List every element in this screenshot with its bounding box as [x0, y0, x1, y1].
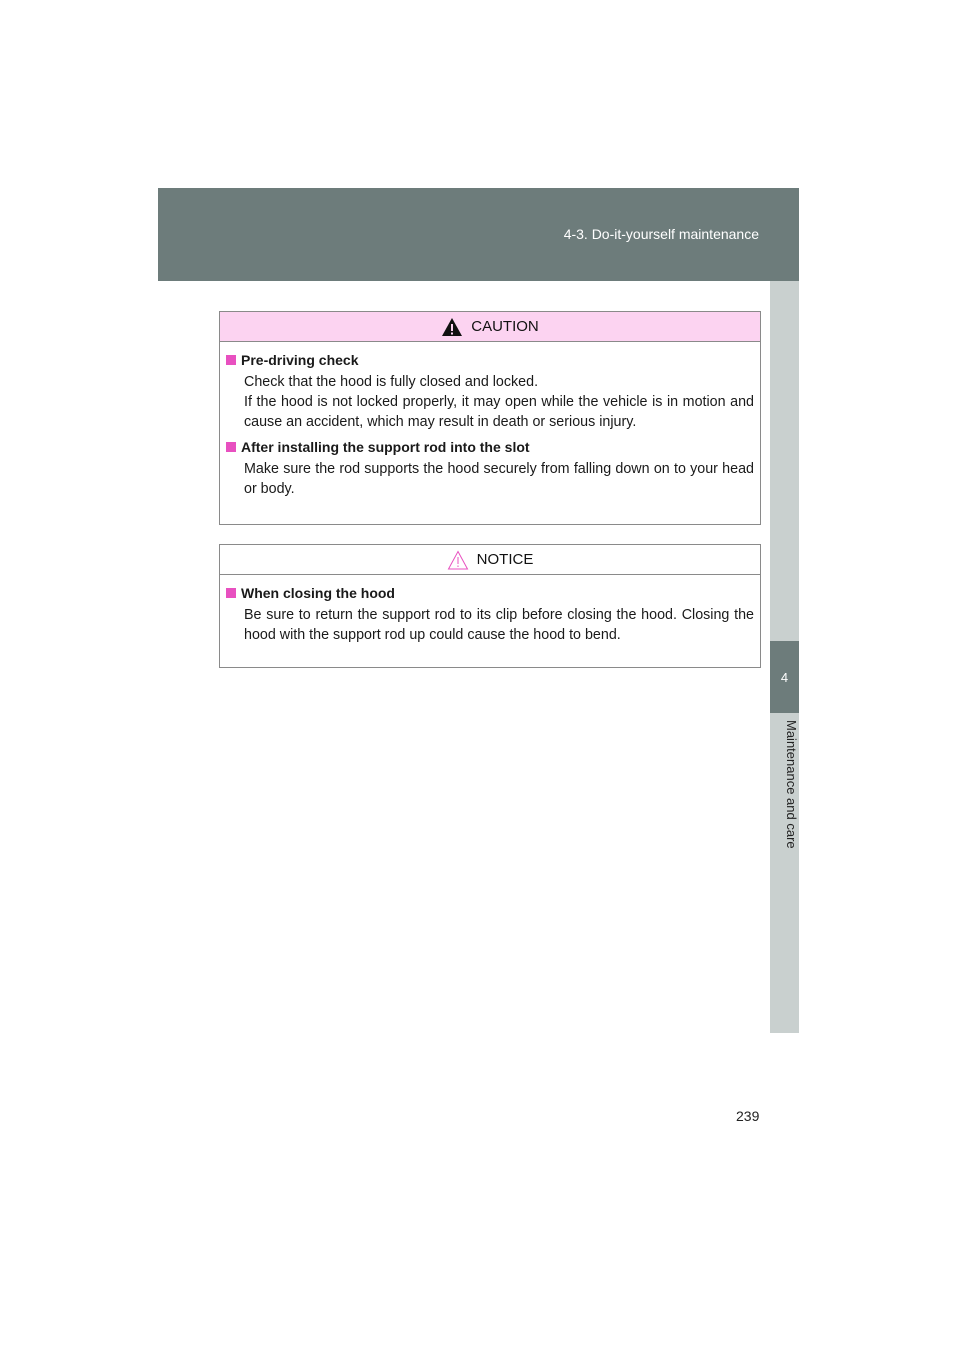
caution-item-heading: Pre-driving check: [226, 352, 754, 368]
chapter-label: Maintenance and care: [784, 720, 799, 849]
page-number: 239: [736, 1108, 760, 1124]
section-title: 4-3. Do-it-yourself maintenance: [563, 226, 759, 242]
square-bullet-icon: [226, 355, 236, 365]
caution-header: [220, 312, 760, 342]
notice-item-heading: When closing the hood: [226, 585, 754, 601]
warning-triangle-outline-icon: [447, 550, 469, 570]
notice-item-text: Be sure to return the support rod to its clip before closing the hood. Closing the hood with the support rod up could cause the hood to bend.: [244, 607, 754, 643]
notice-box: [219, 544, 761, 668]
side-tab-upper: [770, 281, 799, 641]
caution-item-text: Check that the hood is fully closed and locked. If the hood is not locked properly, it may open while the vehicle is in motion and cause an accident, which may result in death or serious injury.: [244, 374, 754, 430]
square-bullet-icon: [226, 588, 236, 598]
square-bullet-icon: [226, 442, 236, 452]
chapter-number: 4: [770, 641, 799, 713]
notice-title: NOTICE: [476, 551, 534, 568]
header-band: [158, 188, 799, 281]
notice-header: [220, 545, 760, 575]
warning-triangle-icon: [441, 317, 463, 337]
caution-title: CAUTION: [471, 318, 539, 335]
caution-box: [219, 311, 761, 525]
caution-item-text: Make sure the rod supports the hood securely from falling down on to your head or body.: [244, 461, 754, 497]
caution-item-heading: After installing the support rod into the slot: [226, 439, 754, 455]
